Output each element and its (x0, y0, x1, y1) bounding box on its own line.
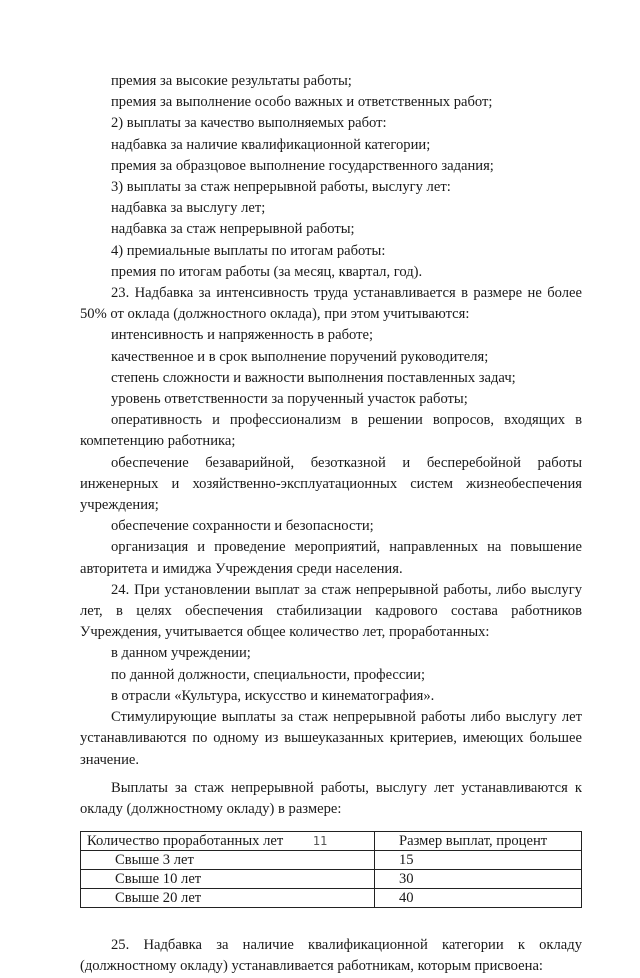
list-item: качественное и в срок выполнение поручений руководителя; (111, 348, 489, 365)
table-cell-years: Свыше 20 лет (81, 889, 375, 908)
list-item: обеспечение безаварийной, безотказной и бесперебойной работы инженерных и хозяйственно-эксплуатационных систем жизнеобеспечения учреждения; (80, 454, 582, 514)
list-heading: 3) выплаты за стаж непрерывной работы, выслугу лет: (111, 179, 451, 196)
table-header-percent: Размер выплат, процент (375, 832, 582, 851)
paragraph-24: 24. При установлении выплат за стаж непрерывной работы, либо выслугу лет, в целях обеспечения стабилизации кадрового состава работников Учреждения, учитывается общее количество лет, проработанных: (80, 581, 582, 641)
list-heading: 4) премиальные выплаты по итогам работы: (111, 242, 386, 259)
table-cell-years: Свыше 10 лет (81, 870, 375, 889)
table-row (81, 870, 582, 889)
table-cell-years: Свыше 3 лет (81, 851, 375, 870)
list-item: интенсивность и напряженность в работе; (111, 327, 374, 344)
list-item: премия за высокие результаты работы; (111, 73, 352, 89)
list-item: надбавка за стаж непрерывной работы; (111, 221, 355, 238)
list-item: премия за выполнение особо важных и ответственных работ; (111, 94, 493, 111)
table-row (81, 851, 582, 870)
list-item: степень сложности и важности выполнения поставленных задач; (111, 369, 516, 386)
paragraph-stimulating: Стимулирующие выплаты за стаж непрерывной работы либо выслугу лет устанавливаются по одному из вышеуказанных критериев, имеющих большее значение. (80, 709, 582, 768)
list-item: организация и проведение мероприятий, направленных на повышение авторитета и имиджа Учреждения среди населения. (80, 539, 582, 577)
list-item: премия по итогам работы (за месяц, квартал, год). (111, 263, 423, 280)
table-header-years: Количество проработанных лет (81, 832, 375, 851)
table-cell-percent: 15 (375, 851, 582, 870)
paragraph-payments: Выплаты за стаж непрерывной работы, выслугу лет устанавливаются к окладу (должностному окладу) в размере: (80, 779, 582, 817)
list-item: надбавка за наличие квалификационной категории; (111, 136, 431, 153)
paragraph-25: 25. Надбавка за наличие квалификационной категории к окладу (должностному окладу) устанавливается работникам, которым присвоена: (80, 937, 582, 975)
spacer (80, 771, 582, 778)
list-item: в отрасли «Культура, искусство и кинематография». (111, 687, 435, 704)
list-item: оперативность и профессионализм в решении вопросов, входящих в компетенцию работника; (80, 412, 582, 450)
list-item: в данном учреждении; (111, 645, 251, 662)
list-item: надбавка за выслугу лет; (111, 200, 266, 217)
list-heading: 2) выплаты за качество выполняемых работ: (111, 115, 387, 132)
page-number: 11 (312, 834, 328, 848)
list-item: обеспечение сохранности и безопасности; (111, 518, 374, 535)
table-cell-percent: 40 (375, 889, 582, 908)
paragraph-23: 23. Надбавка за интенсивность труда устанавливается в размере не более 50% от оклада (должностного оклада), при этом учитываются: (80, 285, 582, 323)
list-item: премия за образцовое выполнение государственного задания; (111, 157, 494, 174)
table-cell-percent: 30 (375, 870, 582, 889)
list-item: уровень ответственности за порученный участок работы; (111, 391, 468, 408)
list-item: по данной должности, специальности, профессии; (111, 666, 426, 683)
